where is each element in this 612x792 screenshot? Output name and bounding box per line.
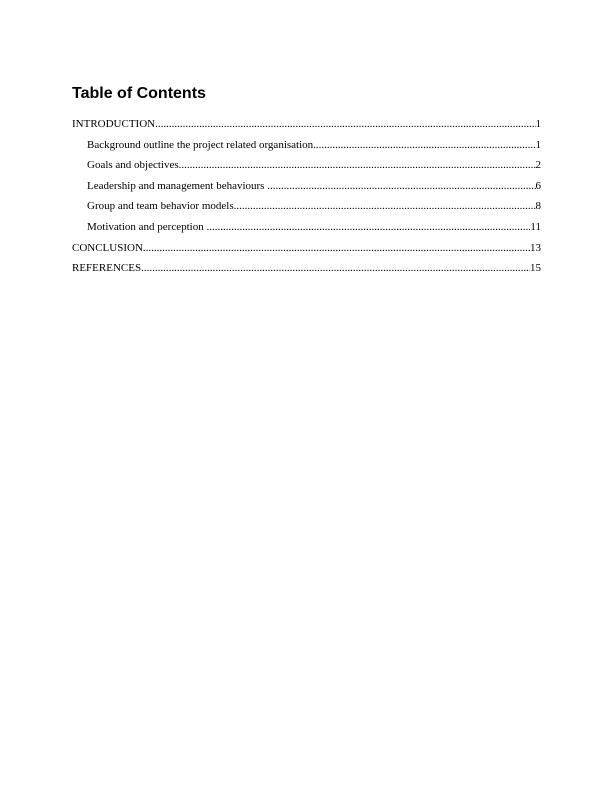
toc-entry-text: Background outline the project related organisation bbox=[87, 138, 314, 151]
toc-entry-leadership[interactable] bbox=[72, 179, 541, 200]
toc-page-number: 1 bbox=[535, 118, 541, 130]
toc-entry-text: Motivation and perception bbox=[87, 220, 207, 233]
toc-page-number: 8 bbox=[535, 200, 541, 213]
toc-entry-introduction[interactable] bbox=[72, 117, 541, 138]
toc-page-number: 1 bbox=[535, 138, 541, 151]
toc-entry-group-team[interactable] bbox=[72, 199, 541, 220]
toc-page-number: 2 bbox=[535, 159, 541, 172]
toc-entry-goals[interactable] bbox=[72, 158, 541, 179]
toc-page-number: 13 bbox=[530, 241, 541, 254]
toc-dot-leader bbox=[179, 158, 536, 172]
toc-list bbox=[72, 117, 541, 282]
toc-entry-text: Leadership and management behaviours bbox=[87, 179, 268, 192]
toc-entry-text: REFERENCES bbox=[72, 262, 142, 275]
toc-entry-text: Group and team behavior models bbox=[87, 200, 234, 213]
toc-entry-references[interactable] bbox=[72, 261, 541, 282]
toc-entry-background[interactable] bbox=[72, 138, 541, 159]
toc-dot-leader bbox=[267, 179, 535, 193]
toc-entry-conclusion[interactable] bbox=[72, 241, 541, 262]
toc-dot-leader bbox=[234, 199, 536, 213]
toc-page-number: 15 bbox=[530, 262, 541, 275]
toc-entry-text: CONCLUSION bbox=[72, 241, 143, 254]
toc-page-number: 11 bbox=[530, 220, 541, 233]
toc-dot-leader bbox=[143, 241, 530, 255]
toc-entry-text: INTRODUCTION bbox=[72, 118, 156, 130]
toc-title: Table of Contents bbox=[72, 85, 206, 102]
toc-entry-motivation[interactable] bbox=[72, 220, 541, 241]
toc-dot-leader bbox=[206, 220, 530, 234]
toc-dot-leader bbox=[155, 117, 535, 131]
toc-entry-text: Goals and objectives bbox=[87, 159, 179, 172]
toc-dot-leader bbox=[313, 138, 535, 152]
toc-dot-leader bbox=[141, 261, 530, 275]
toc-page-number: 6 bbox=[535, 179, 541, 192]
